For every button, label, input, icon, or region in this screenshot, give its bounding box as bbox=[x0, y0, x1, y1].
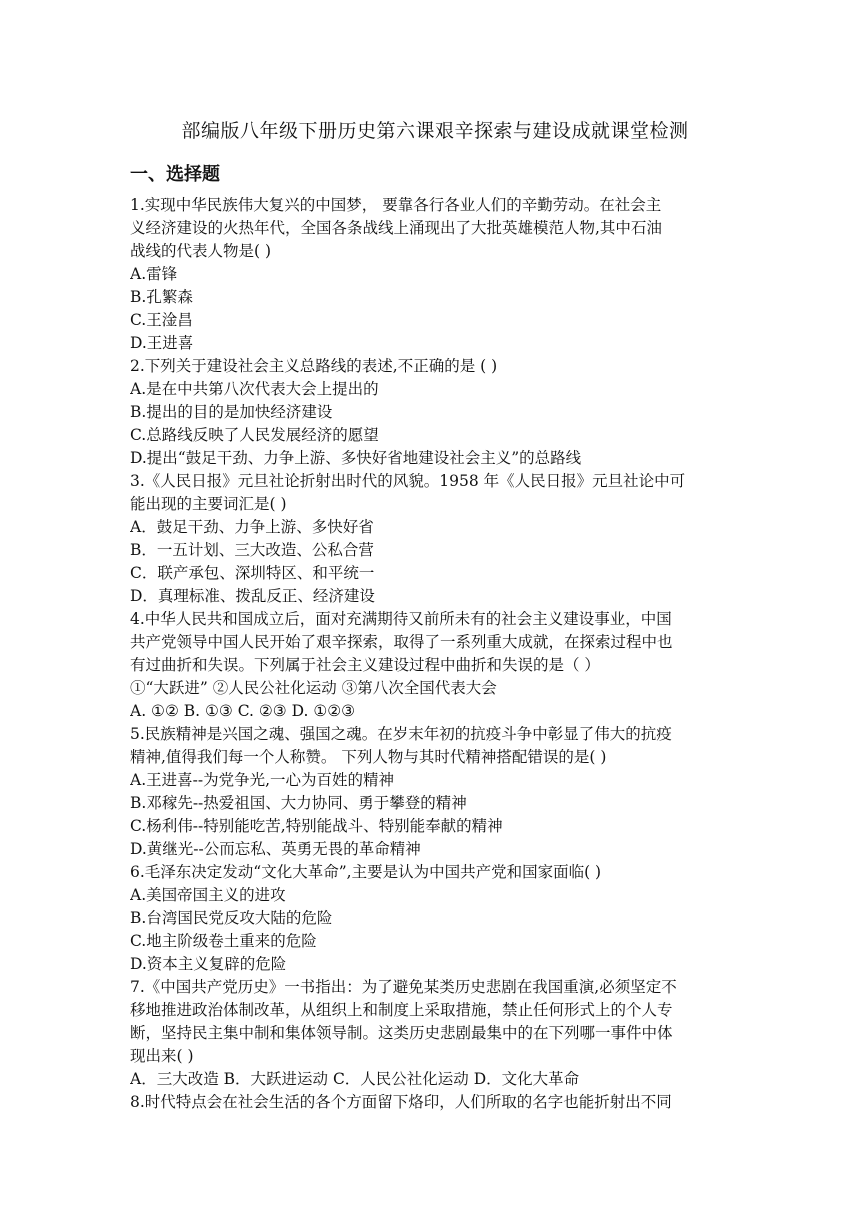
text-line: 义经济建设的火热年代，全国各条战线上涌现出了大批英雄模范人物,其中石油 bbox=[130, 219, 662, 237]
section-heading: 一、选择题 bbox=[130, 164, 220, 185]
text-line: 断，坚持民主集中制和集体领导制。这类历史悲剧最集中的在下列哪一事件中体 bbox=[130, 1024, 673, 1042]
text-line: D.王进喜 bbox=[130, 334, 194, 352]
text-line: A．鼓足干劲、力争上游、多快好省 bbox=[130, 518, 374, 536]
text-line: D．真理标准、拨乱反正、经济建设 bbox=[130, 587, 375, 605]
text-line: C.杨利伟--特别能吃苦,特别能战斗、特别能奉献的精神 bbox=[130, 817, 503, 835]
text-line: 1.实现中华民族伟大复兴的中国梦， 要靠各行各业人们的辛勤劳动。在社会主 bbox=[130, 196, 662, 214]
text-line: 精神,值得我们每一个人称赞。 下列人物与其时代精神搭配错误的是( ) bbox=[130, 748, 607, 766]
text-line: D.提出“鼓足干劲、力争上游、多快好省地建设社会主义”的总路线 bbox=[130, 449, 582, 467]
text-line: A.是在中共第八次代表大会上提出的 bbox=[130, 380, 379, 398]
text-line: 现出来( ) bbox=[130, 1047, 194, 1065]
text-line: A．三大改造 B．大跃进运动 C．人民公社化运动 D．文化大革命 bbox=[130, 1070, 580, 1088]
text-line: 8.时代特点会在社会生活的各个方面留下烙印，人们所取的名字也能折射出不同 bbox=[130, 1093, 672, 1111]
text-line: 移地推进政治体制改革，从组织上和制度上采取措施，禁止任何形式上的个人专 bbox=[130, 1001, 673, 1019]
text-line: C．联产承包、深圳特区、和平统一 bbox=[130, 564, 375, 582]
text-line: A.雷锋 bbox=[130, 265, 178, 283]
text-line: B.台湾国民党反攻大陆的危险 bbox=[130, 909, 333, 927]
text-line: ①“大跃进” ②人民公社化运动 ③第八次全国代表大会 bbox=[130, 679, 497, 697]
text-line: D.黄继光--公而忘私、英勇无畏的革命精神 bbox=[130, 840, 421, 858]
text-line: 3.《人民日报》元旦社论折射出时代的风貌。1958 年《人民日报》元旦社论中可 bbox=[130, 472, 686, 490]
text-line: 能出现的主要词汇是( ) bbox=[130, 495, 287, 513]
question-body bbox=[130, 194, 740, 1114]
text-line: 战线的代表人物是( ) bbox=[130, 242, 272, 260]
text-line: A. ①② B. ①③ C. ②③ D. ①②③ bbox=[130, 702, 356, 720]
text-line: A.王进喜--为党争光,一心为百姓的精神 bbox=[130, 771, 395, 789]
text-line: D.资本主义复辟的危险 bbox=[130, 955, 287, 973]
text-line: A.美国帝国主义的进攻 bbox=[130, 886, 286, 904]
text-line: B．一五计划、三大改造、公私合营 bbox=[130, 541, 374, 559]
text-line: C.王淦昌 bbox=[130, 311, 193, 329]
text-line: 4.中华人民共和国成立后，面对充满期待又前所未有的社会主义建设事业，中国 bbox=[130, 610, 672, 628]
text-line: B.邓稼先--热爱祖国、大力协同、勇于攀登的精神 bbox=[130, 794, 467, 812]
text-line: B.提出的目的是加快经济建设 bbox=[130, 403, 333, 421]
text-line: 2.下列关于建设社会主义总路线的表述,不正确的是 ( ) bbox=[130, 357, 498, 375]
text-line: 6.毛泽东决定发动“文化大革命”,主要是认为中国共产党和国家面临( ) bbox=[130, 863, 602, 881]
text-line: 7.《中国共产党历史》一书指出：为了避免某类历史悲剧在我国重演,必须坚定不 bbox=[130, 978, 677, 996]
document-title: 部编版八年级下册历史第六课艰辛探索与建设成就课堂检测 bbox=[181, 120, 689, 142]
text-line: 有过曲折和失误。下列属于社会主义建设过程中曲折和失误的是（ ） bbox=[130, 656, 600, 674]
text-line: C.总路线反映了人民发展经济的愿望 bbox=[130, 426, 379, 444]
text-line: 共产党领导中国人民开始了艰辛探索，取得了一系列重大成就，在探索过程中也 bbox=[130, 633, 673, 651]
text-line: C.地主阶级卷土重来的危险 bbox=[130, 932, 317, 950]
text-line: B.孔繁森 bbox=[130, 288, 193, 306]
text-line: 5.民族精神是兴国之魂、强国之魂。在岁末年初的抗疫斗争中彰显了伟大的抗疫 bbox=[130, 725, 672, 743]
